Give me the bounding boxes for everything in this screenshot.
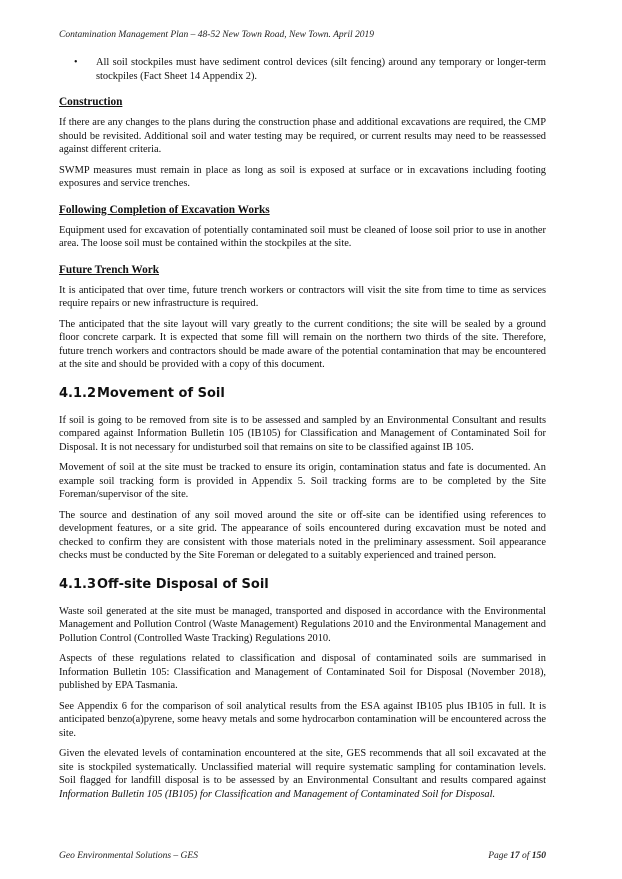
construction-heading: Construction xyxy=(59,96,123,108)
bullet-icon: • xyxy=(74,57,78,68)
page-header: Contamination Management Plan – 48-52 New Town Road, New Town. April 2019 xyxy=(59,30,375,40)
movement-paragraph-1: If soil is going to be removed from site is to be assessed and sampled by an Environmental Consultant and results compared against Information Bulletin 105 (IB105) for Classification and Management of Contaminated Soil for Disposal. It is not necessary for undisturbed soil that remains on site to be classified against IB 105. xyxy=(59,414,546,453)
total-pages: 150 xyxy=(531,851,546,861)
movement-paragraph-3: The source and destination of any soil moved around the site or off-site can be identified using references to development features, or a site grid. The appearance of soils encountered during excavation must be noted and checked to confirm they are consistent with those materials noted in the preliminary assessment. Soil appearance checks must be conducted by the Site Foreman or delegated to a suitably experienced and trained person. xyxy=(59,509,546,561)
following-completion-heading: Following Completion of Excavation Works xyxy=(59,203,270,216)
footer-company: Geo Environmental Solutions – GES xyxy=(59,851,198,861)
future-trench-paragraph-2: The anticipated that the site layout will vary greatly to the current conditions; the site will be sealed by a ground floor concrete carpark. It is expected that some fill will remain on the northern two thirds of the site. Therefore, future trench workers and contractors should be made aware of the potential contamination that may be encountered at the site and should be provided with a copy of this document. xyxy=(59,318,546,370)
offsite-paragraph-2: Aspects of these regulations related to classification and disposal of contaminated soils are summarised in Information Bulletin 105: Classification and Management of Contaminated Soil for Disposal (November 2018), published by EPA Tasmania. xyxy=(59,653,546,691)
page-footer xyxy=(59,851,546,861)
bullet-item xyxy=(59,56,546,83)
offsite-paragraph-3: See Appendix 6 for the comparison of soil analytical results from the ESA against IB105 plus IB105 in full. It is anticipated benzo(a)pyrene, some heavy metals and some hydrocarbon contamination will be encountered across the site. xyxy=(59,700,546,739)
section-title: Off-site Disposal of Soil xyxy=(97,576,269,592)
construction-paragraph-1: If there are any changes to the plans during the construction phase and additional excavations are required, the CMP should be revisited. Additional soil and water testing may be required, or current results may need to be reassessed against different criteria. xyxy=(59,117,546,155)
section-number: 4.1.3 xyxy=(59,576,97,592)
movement-section-heading xyxy=(59,386,546,402)
bullet-text: All soil stockpiles must have sediment control devices (silt fencing) around any temporary or longer-term stockpiles (Fact Sheet 14 Appendix 2). xyxy=(96,57,546,82)
section-title: Movement of Soil xyxy=(97,385,225,401)
page-mid: of xyxy=(519,851,532,861)
current-page: 17 xyxy=(510,851,520,861)
page-prefix: Page xyxy=(488,851,511,861)
section-number: 4.1.2 xyxy=(59,385,97,401)
future-trench-heading: Future Trench Work xyxy=(59,263,160,276)
movement-paragraph-2: Movement of soil at the site must be tracked to ensure its origin, contamination status and fate is documented. An example soil tracking form is provided in Appendix 5. Soil tracking forms are to be completed by the Site Foreman/supervisor of the site. xyxy=(59,462,546,500)
offsite-paragraph-1: Waste soil generated at the site must be managed, transported and disposed in accordance with the Environmental Management and Pollution Control (Waste Management) Regulations 2010 and the Environmental Management and Pollution Control (Controlled Waste Tracking) Regulations 2010. xyxy=(59,605,546,644)
following-completion-paragraph: Equipment used for excavation of potentially contaminated soil must be cleaned of loose soil prior to use in another area. The loose soil must be contained within the stockpiles at the site. xyxy=(59,224,546,249)
future-trench-paragraph-1: It is anticipated that over time, future trench workers or contractors will visit the site from time to time as services require repairs or new infrastructure is required. xyxy=(59,284,546,309)
page-content xyxy=(59,52,546,808)
bulletin-reference: Information Bulletin 105 (IB105) for Classification and Management of Contaminated Soil for Disposal. xyxy=(59,788,496,800)
construction-paragraph-2: SWMP measures must remain in place as long as soil is exposed at surface or in excavations including footing exposures and service trenches. xyxy=(59,164,546,189)
paragraph-text: Given the elevated levels of contamination encountered at the site, GES recommends that all soil excavated at the site is stockpiled systematically. Unclassified material will require systematic sampling for contamination levels. Soil flagged for landfill disposal is to be assessed by an Environmental Consultant and results compared against xyxy=(59,748,546,786)
page-number xyxy=(488,851,546,861)
offsite-paragraph-4 xyxy=(59,747,546,801)
offsite-section-heading xyxy=(59,577,546,593)
